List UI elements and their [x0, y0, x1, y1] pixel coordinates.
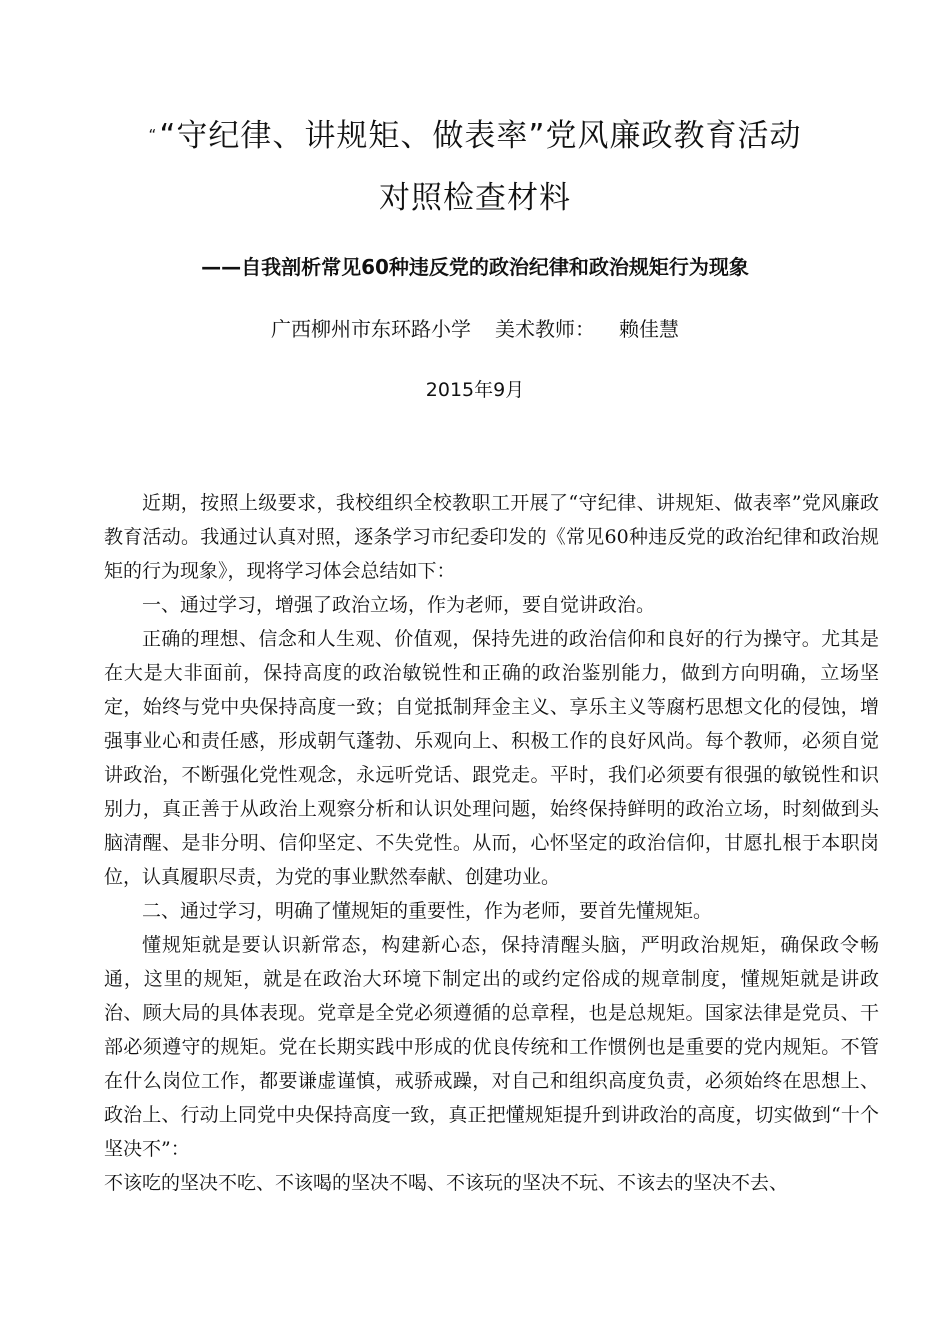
author-school: 广西柳州市东环路小学 [271, 317, 471, 341]
author-line [0, 313, 950, 342]
author-name: 赖佳慧 [619, 317, 679, 341]
section-heading-2: 二、通过学习，明确了懂规矩的重要性，作为老师，要首先懂规矩。 [142, 900, 713, 922]
paragraph-intro: 近期，按照上级要求，我校组织全校教职工开展了“守纪律、讲规矩、做表率”党风廉政教育活动。我通过认真对照，逐条学习市纪委印发的《常见60种违反党的政治纪律和政治规矩的行为现象》，现将学习体会总结如下： [104, 492, 879, 582]
document-date: 2015年9月 [425, 379, 525, 401]
paragraph-section-1: 正确的理想、信念和人生观、价值观，保持先进的政治信仰和良好的行为操守。尤其是在大是大非面前，保持高度的政治敏锐性和正确的政治鉴别能力，做到方向明确，立场坚定，始终与党中央保持高度一致；自觉抵制拜金主义、享乐主义等腐朽思想文化的侵蚀，增强事业心和责任感，形成朝气蓬勃、乐观向上、积极工作的良好风尚。每个教师，必须自觉讲政治，不断强化党性观念，永远听党话、跟党走。平时，我们必须要有很强的敏锐性和识别力，真正善于从政治上观察分析和认识处理问题，始终保持鲜明的政治立场，时刻做到头脑清醒、是非分明、信仰坚定、不失党性。从而，心怀坚定的政治信仰，甘愿扎根于本职岗位，认真履职尽责，为党的事业默然奉献、创建功业。 [104, 628, 879, 888]
document-body [104, 486, 879, 1200]
author-role: 美术教师： [495, 317, 595, 341]
document-title-line2: 对照检查材料 [379, 180, 571, 216]
section-heading-1: 一、通过学习，增强了政治立场，作为老师，要自觉讲政治。 [142, 594, 656, 616]
paragraph-section-2: 懂规矩就是要认识新常态，构建新心态，保持清醒头脑，严明政治规矩，确保政令畅通，这里的规矩，就是在政治大环境下制定出的或约定俗成的规章制度，懂规矩就是讲政治、顾大局的具体表现。党章是全党必须遵循的总章程，也是总规矩。国家法律是党员、干部必须遵守的规矩。党在长期实践中形成的优良传统和工作惯例也是重要的党内规矩。不管在什么岗位工作，都要谦虚谨慎，戒骄戒躁，对自己和组织高度负责，必须始终在思想上、政治上、行动上同党中央保持高度一致，真正把懂规矩提升到讲政治的高度，切实做到“十个坚决不”： [104, 934, 879, 1160]
document-subtitle: ——自我剖析常见60种违反党的政治纪律和政治规矩行为现象 [201, 255, 749, 279]
title-line1-text: “守纪律、讲规矩、做表率”党风廉政教育活动 [159, 118, 802, 154]
paragraph-continuation: 不该吃的坚决不吃、不该喝的坚决不喝、不该玩的坚决不玩、不该去的坚决不去、 [104, 1172, 789, 1194]
title-quote-mark: “ [148, 126, 158, 144]
document-title-line1 [0, 110, 950, 155]
